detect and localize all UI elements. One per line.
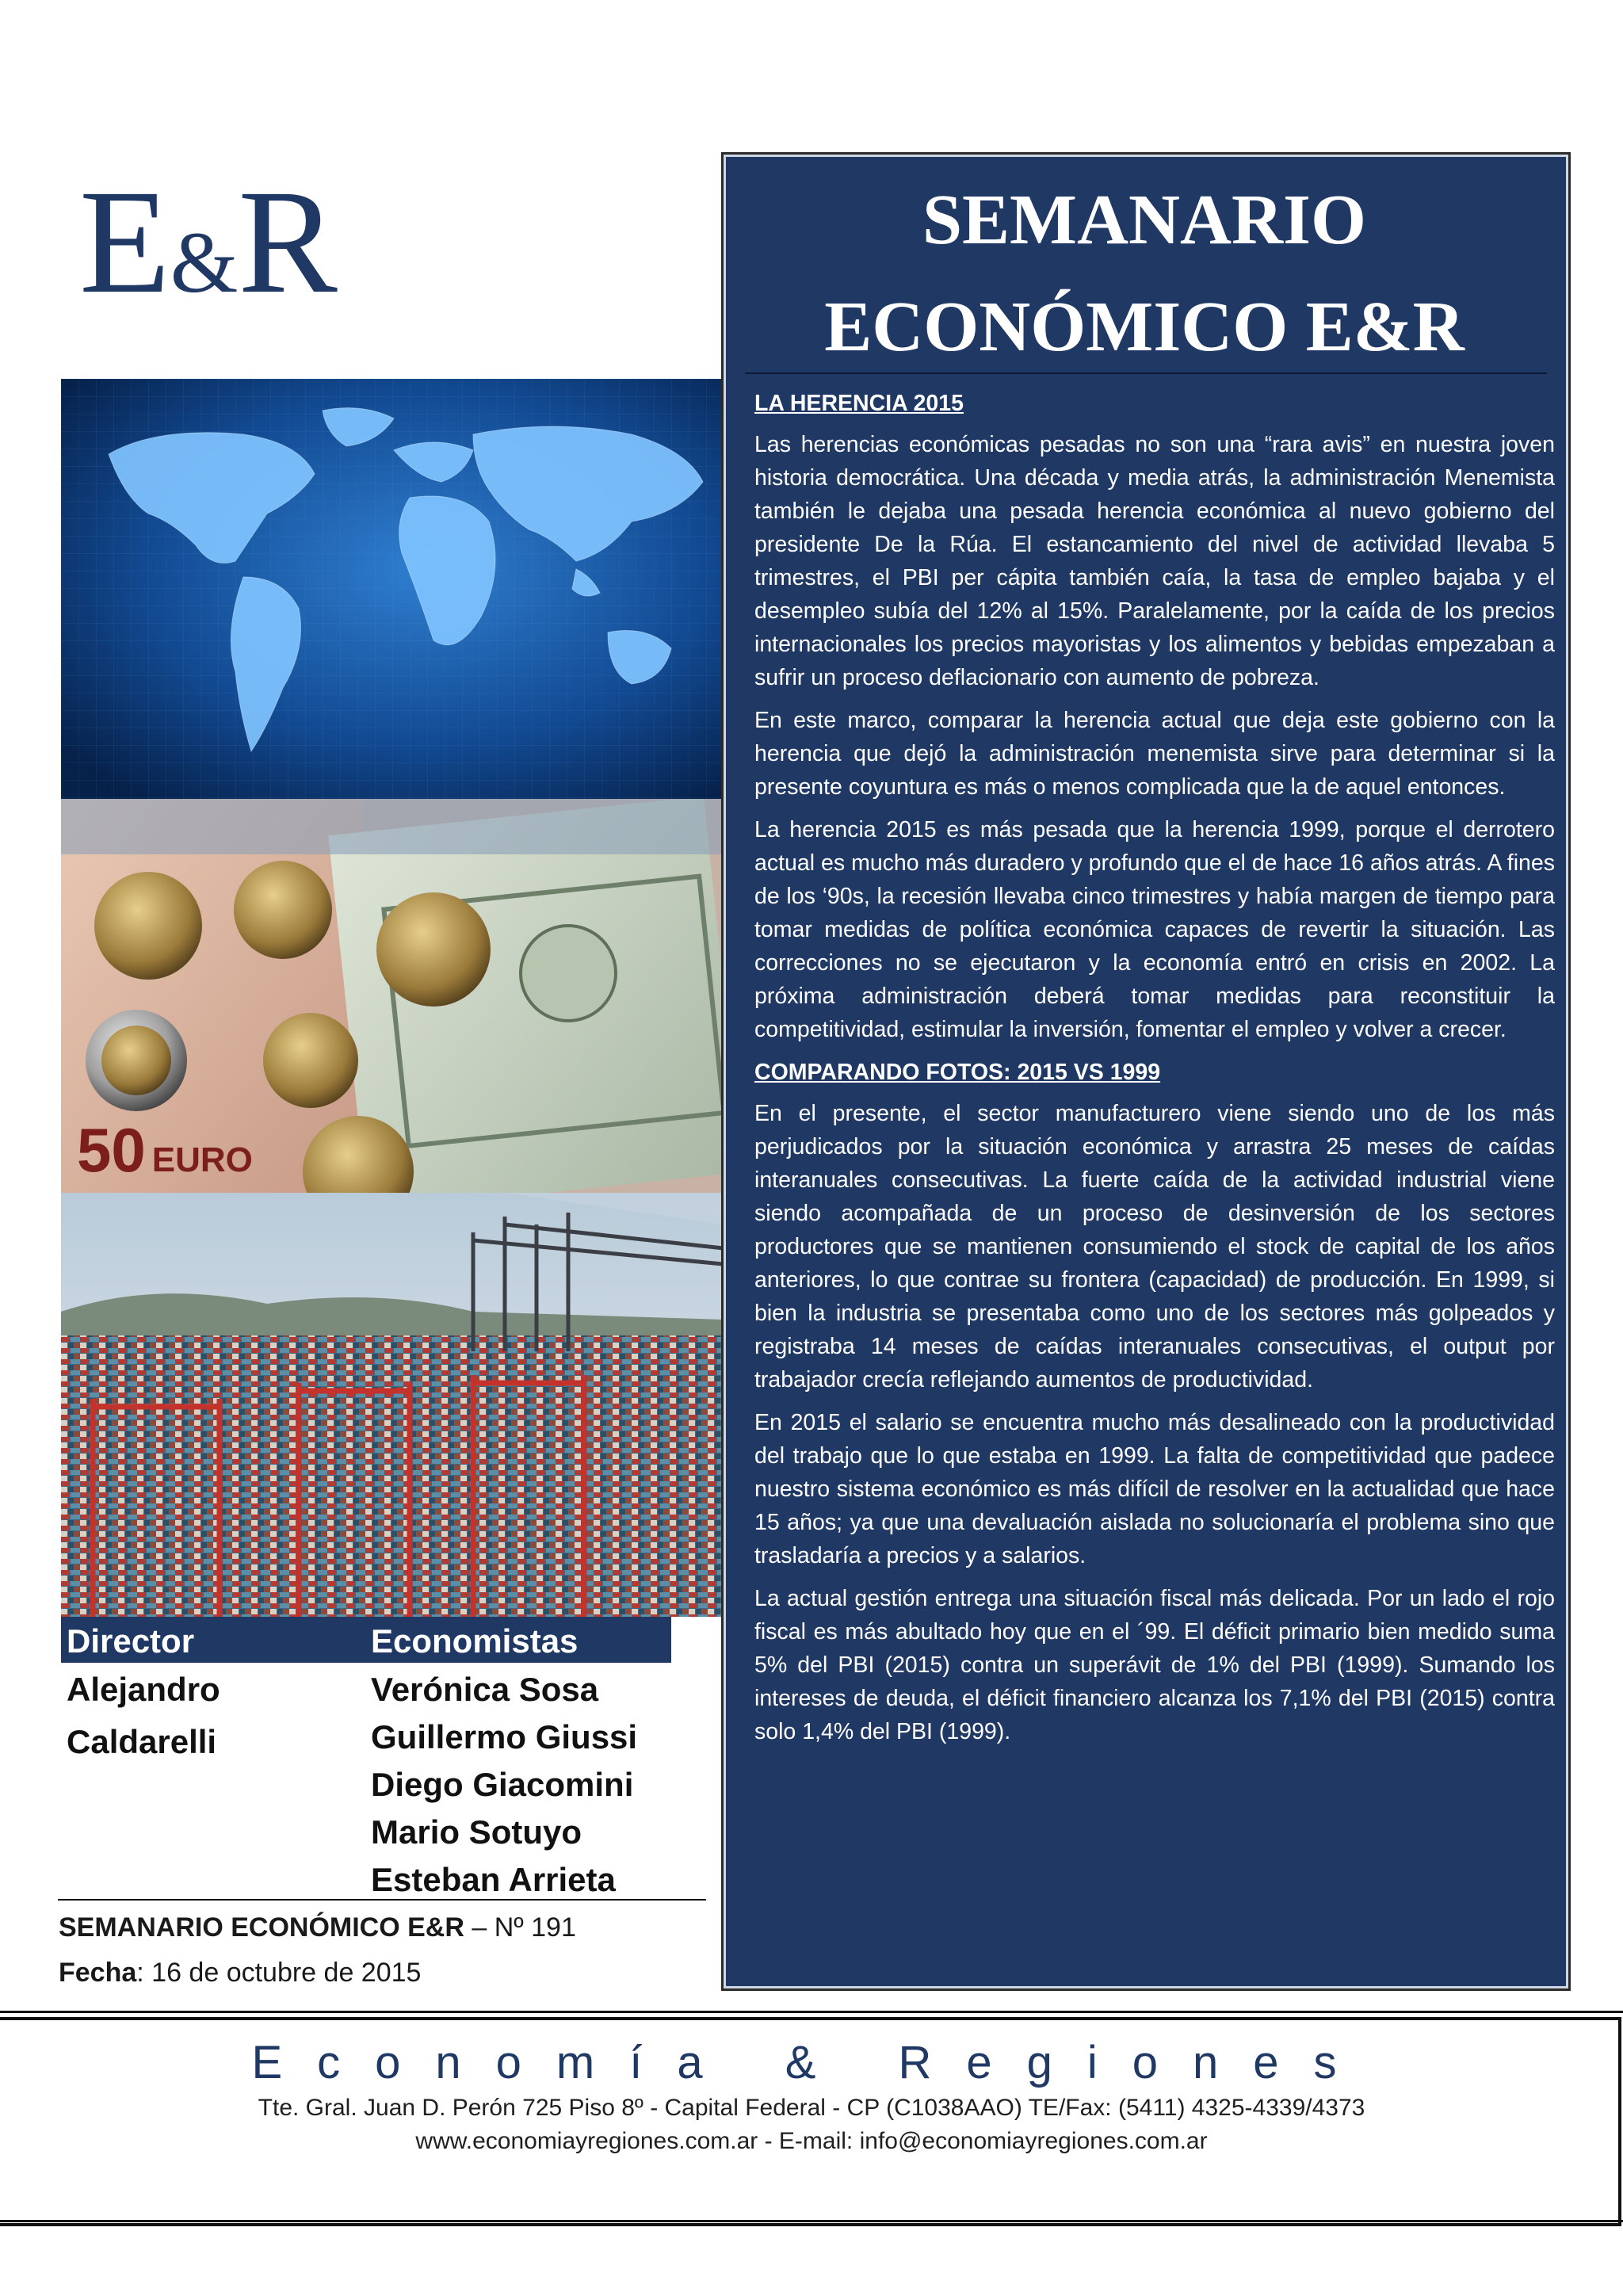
- logo-letter-e: E: [79, 159, 170, 324]
- paragraph: En el presente, el sector manufacturero viene siendo uno de los más perjudicados por la situación económica y arrastra 25 meses de caídas interanuales consecutivas. La fuerte caída de la actividad industrial viene siendo acompañada de un proceso de desinversión de los sectores productores que se mantienen consumiendo el stock de capital de los años anteriores, lo que contrae su frontera (capacidad) de producción. En 1999, si bien la industria se presentaba como uno de los sectores más golpeados y registraba 14 meses de caídas interanuales consecutivas, el output por trabajador crecía reflejando aumentos de productividad.: [754, 1101, 1555, 1392]
- economist-name: Mario Sotuyo: [371, 1813, 582, 1851]
- footer-divider: [0, 2220, 1623, 2222]
- director-header: Director: [67, 1622, 195, 1660]
- footer-organization-name: Economía & Regiones: [251, 2037, 1372, 2088]
- paragraph: La herencia 2015 es más pesada que la herencia 1999, porque el derrotero actual es mucho más duradero y profundo que el de hace 16 años atrás. A fines de los ‘90s, la recesión llevaba cinco trimestres y había margen de tiempo para tomar medidas de política económica capaces de revertir la situación. Las correcciones no se ejecutaron y la economía entró en crisis en 2002. La próxima administración deberá tomar medidas para reconstituir la competitividad, estimular la inversión, fomentar el empleo y volver a crecer.: [754, 817, 1555, 1042]
- logo-ampersand: &: [170, 214, 239, 311]
- title-line-2: ECONÓMICO E&R: [824, 288, 1465, 366]
- issue-number: – Nº 191: [464, 1912, 576, 1943]
- paragraph: En este marco, comparar la herencia actual que deja este gobierno con la herencia que dejó la administración menemista sirve para determinar si la presente coyuntura es más o menos complicada que la de aquel entonces.: [754, 708, 1555, 800]
- title-divider: [745, 372, 1547, 374]
- economist-name: Verónica Sosa: [371, 1671, 599, 1708]
- issue-line: [59, 1908, 576, 1946]
- director-first-name: Alejandro: [67, 1671, 220, 1708]
- divider: [58, 1899, 706, 1901]
- date-value: : 16 de octubre de 2015: [136, 1958, 422, 1988]
- economists-header: Economistas: [371, 1622, 579, 1660]
- section-heading: COMPARANDO FOTOS: 2015 VS 1999: [754, 1060, 1161, 1085]
- article-body: [754, 387, 1555, 1758]
- footer-address: Tte. Gral. Juan D. Perón 725 Piso 8º - Capital Federal - CP (C1038AAO) TE/Fax: (5411) 4325-4339/4373: [258, 2095, 1365, 2121]
- economist-name: Diego Giacomini: [371, 1766, 634, 1803]
- banknote-euro-text: EURO: [151, 1140, 253, 1179]
- paragraph: Las herencias económicas pesadas no son una “rara avis” en nuestra joven historia democrática. Una década y media atrás, la administración Menemista también le dejaba una pesada herencia económica al nuevo gobierno del presidente De la Rúa. El estancamiento del nivel de actividad llevaba 5 trimestres, el PBI per cápita también caía, la tasa de empleo bajaba y el desempleo subía del 12% al 15%. Paralelamente, por la caída de los precios internacionales los precios mayoristas y los alimentos y bebidas empezaban a sufrir un proceso deflacionario con aumento de pobreza.: [754, 432, 1555, 690]
- world-map-image: [61, 379, 724, 799]
- footer-contact-links[interactable]: www.economiayregiones.com.ar - E-mail: info@economiayregiones.com.ar: [415, 2128, 1208, 2154]
- brand-logo: [79, 159, 412, 324]
- date-line: [59, 1954, 421, 1992]
- banknote-50-text: 50: [77, 1115, 146, 1185]
- paragraph: En 2015 el salario se encuentra mucho más desalineado con la productividad del trabajo que lo que estaba en 1999. La falta de competitividad que padece nuestro sistema económico es más difícil de resolver en la actualidad que hace 15 años; ya que una devaluación aislada no solucionaría el problema sino que trasladaría a precios y a salarios.: [754, 1410, 1555, 1568]
- footer-divider: [0, 2011, 1623, 2013]
- economist-name: Guillermo Giussi: [371, 1718, 638, 1755]
- paragraph: La actual gestión entrega una situación fiscal más delicada. Por un lado el rojo fiscal es más abultado hoy que en el ´99. El déficit primario bien medido suma 5% del PBI (2015) contra un superávit de 1% del PBI (1999). Sumando los intereses de deuda, el déficit financiero alcanza los 7,1% del PBI (2015) contra solo 1,4% del PBI (1999).: [754, 1586, 1555, 1744]
- date-label: Fecha: [59, 1958, 137, 1988]
- title-line-1: SEMANARIO: [922, 181, 1367, 259]
- economist-name: Esteban Arrieta: [371, 1861, 616, 1898]
- section-heading: LA HERENCIA 2015: [754, 391, 964, 416]
- newsletter-title: [727, 166, 1561, 380]
- currency-image: [61, 799, 724, 1193]
- issue-label: SEMANARIO ECONÓMICO E&R: [59, 1912, 464, 1943]
- container-port-image: [61, 1193, 724, 1617]
- logo-letter-r: R: [238, 159, 338, 324]
- director-last-name: Caldarelli: [67, 1723, 217, 1760]
